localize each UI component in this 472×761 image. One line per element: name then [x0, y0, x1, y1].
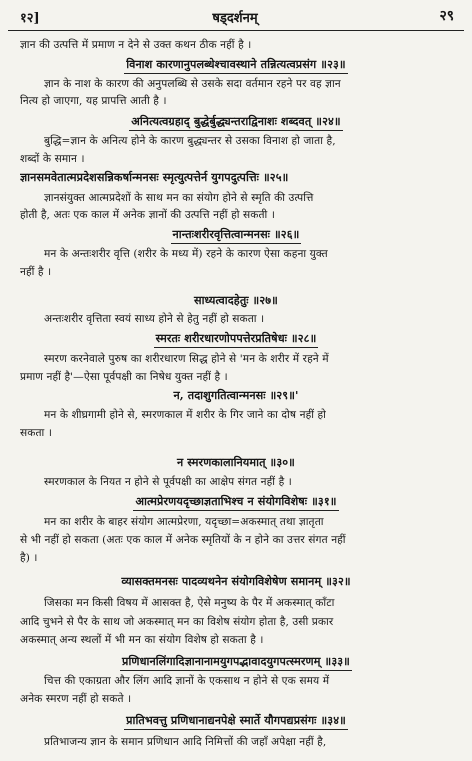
text-line: अनेक स्मरण नहीं हो सकते ।: [20, 693, 132, 705]
sutra-28: [10, 330, 462, 348]
text-line: बुद्धि=ज्ञान के अनित्य होने के कारण बुद्ध्यन्तर से उसका विनाश हो जाता है,: [44, 135, 336, 147]
text-line: जिसका मन किसी विषय में आसक्त है, ऐसे मनुष्य के पैर में अकस्मात् काँटा: [44, 597, 335, 609]
text-line: अकस्मात् अन्य स्थलों में भी मन का संयोग विशेष हो सकता है ।: [20, 634, 264, 646]
sutra-25: ज्ञानसमवेतात्मप्रदेशसन्निकर्षान्मनसः स्मृत्युत्पत्तेर्न युगपदुत्पत्तिः ॥२५॥: [20, 170, 289, 184]
text-line: ज्ञान के नाश के कारण की अनुपलब्धि से उसके सदा वर्तमान रहने पर वह ज्ञान: [44, 78, 341, 90]
sutra-27: साध्यत्वादहेतुः ॥२७॥: [194, 293, 278, 307]
text-line: मन का शरीर के बाहर संयोग आत्मप्रेरणा, यदृच्छा=अकस्मात् तथा ज्ञातृता: [44, 516, 324, 528]
text-line: नित्य हो जाएगा, यह प्रापत्ति आती है ।: [20, 95, 167, 107]
text-line: प्रतिभाजन्य ज्ञान के समान प्रणिधान आदि निमित्तों की जहाँ अपेक्षा नहीं है,: [44, 736, 327, 748]
text-line: चित्त की एकाग्रता और लिंग आदि ज्ञानों के एकसाथ न होने से एक समय में: [44, 675, 330, 687]
sutra-text: नान्तःशरीरवृत्तित्वान्मनसः ॥२६॥: [171, 227, 302, 244]
page-number: २९: [439, 8, 454, 24]
page-header: [8, 6, 462, 28]
text-line: है) ।: [20, 552, 38, 564]
sutra-text: आत्मप्रेरणयदृच्छाज्ञताभिश्च न संयोगविशेषः ॥३१॥: [133, 494, 338, 511]
text-line: प्रमाण नहीं है'—ऐसा पूर्वपक्षी का निषेध युक्त नहीं है ।: [20, 371, 228, 383]
sutra-text: प्रणिधानलिंगादिज्ञानानामयुगपद्भावादयुगपत्स्मरणम् ॥३३॥: [120, 654, 352, 671]
sutra-26: [10, 226, 462, 244]
text-line: ज्ञान की उत्पत्ति में प्रमाण न देने से उक्त कथन ठीक नहीं है ।: [20, 39, 252, 51]
sutra-text: स्मरतः शरीरधारणोपपत्तेरप्रतिषेधः ॥२८॥: [154, 331, 319, 348]
header-rule: [8, 30, 464, 31]
text-line: सकता ।: [20, 427, 52, 439]
text-line: अन्तःशरीर वृत्तिता स्वयं साध्य होने से हेतु नहीं हो सकता ।: [44, 313, 265, 325]
text-line: स्मरणकाल के नियत न होने से पूर्वपक्षी का आक्षेप संगत नहीं है ।: [44, 476, 292, 488]
sutra-29: न, तदाशुगतित्वान्मनसः ॥२९॥': [173, 388, 299, 402]
text-line: मन के अन्तःशरीर वृत्ति (शरीर के मध्य में) रहने के कारण ऐसा कहना युक्त: [44, 248, 328, 260]
text-line: से भी नहीं हो सकता (अतः एक काल में अनेक स्मृतियों के न होने का उत्तर संगत नहीं: [20, 534, 346, 546]
sutra-23: [10, 56, 462, 74]
text-line: ज्ञानसंयुक्त आत्मप्रदेशों के साथ मन का संयोग होने से स्मृति की उत्पत्ति: [44, 192, 314, 204]
text-line: मन के शीघ्रगामी होने से, स्मरणकाल में शरीर के गिर जाने का दोष नहीं हो: [44, 409, 326, 421]
sutra-30: न स्मरणकालानियमात् ॥३०॥: [177, 455, 295, 469]
text-line: आदि चुभने से पैर के साथ जो अकस्मात् मन का विशेष संयोग होता है, उसी प्रकार: [20, 616, 334, 628]
sutra-text: प्रातिभवत्तु प्रणिधानाद्यनपेक्षे स्मार्ते यौगपद्यप्रसंगः ॥३४॥: [124, 713, 348, 730]
sutra-33: [10, 653, 462, 671]
sutra-24: [10, 113, 462, 131]
sutra-32: व्यासक्तमनसः पादव्यथनेन संयोगविशेषेण समानम् ॥३२॥: [121, 574, 351, 588]
text-line: होती है, अतः एक काल में अनेक ज्ञानों की उत्पत्ति नहीं हो सकती ।: [20, 209, 275, 221]
sutra-34: [10, 712, 462, 730]
sutra-text: अनित्यत्वग्रहाद् बुद्धेर्बुद्ध्यन्तराद्विनाशः शब्दवत् ॥२४॥: [129, 114, 342, 131]
text-line: स्मरण करनेवाले पुरुष का शरीरधारण सिद्ध होने से 'मन के शरीर में रहने में: [44, 353, 329, 365]
sutra-31: [10, 493, 462, 511]
running-title: षड्दर्शनम्: [212, 11, 258, 26]
page-number-left: १२]: [20, 11, 40, 26]
sutra-text: विनाश कारणानुपलब्धेश्चावस्थाने तन्नित्यत्वप्रसंग ॥२३॥: [124, 57, 348, 74]
text-line: नहीं है ।: [20, 266, 52, 278]
text-line: शब्दों के समान ।: [20, 153, 85, 165]
